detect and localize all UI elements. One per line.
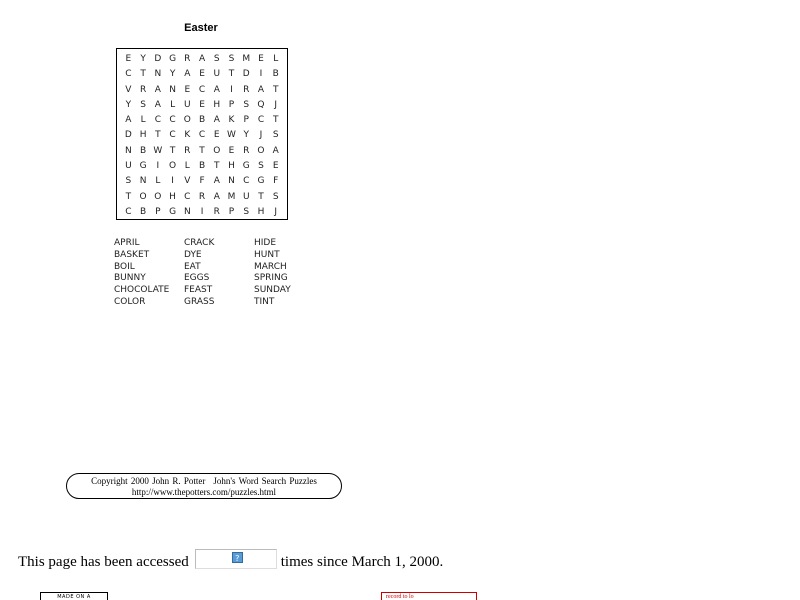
grid-letter: T: [214, 161, 220, 172]
grid-letter: S: [213, 54, 220, 64]
grid-letter: P: [228, 99, 235, 110]
grid-letter: N: [154, 69, 162, 80]
grid-letter: S: [243, 99, 250, 110]
hit-counter-image: [195, 549, 277, 569]
grid-letter: R: [243, 84, 250, 95]
word-list-item: TINT: [254, 296, 275, 307]
grid-letter: H: [139, 130, 147, 141]
word-list-item: COLOR: [114, 296, 146, 307]
grid-letter: C: [198, 130, 206, 141]
grid-letter: A: [198, 54, 206, 64]
grid-row: [121, 83, 283, 98]
grid-letter: B: [198, 115, 206, 126]
copyright-brand: John's Word Search Puzzles: [213, 476, 317, 486]
grid-letter: D: [124, 130, 132, 141]
grid-letter: P: [228, 206, 235, 217]
access-suffix-text: times since March 1, 2000.: [280, 553, 444, 570]
grid-letter: P: [243, 115, 249, 126]
broken-image-icon: ?: [232, 552, 243, 563]
word-list-item: EGGS: [184, 273, 210, 284]
grid-letter: O: [154, 191, 162, 202]
grid-letter: I: [171, 176, 174, 187]
word-list-item: APRIL: [114, 238, 140, 248]
grid-row: [121, 144, 283, 159]
grid-letter: D: [154, 54, 162, 64]
grid-letter: R: [213, 206, 220, 217]
grid-letter: A: [272, 145, 279, 156]
word-list-column: [254, 238, 324, 309]
access-prefix-text: This page has been accessed: [18, 553, 189, 570]
grid-letter: J: [274, 99, 278, 110]
word-list-item: DYE: [184, 249, 202, 260]
grid-row: [121, 205, 283, 220]
grid-letter: T: [272, 84, 279, 95]
grid-letter: F: [273, 176, 279, 187]
grid-letter: I: [200, 206, 204, 217]
grid-letter: N: [183, 206, 191, 217]
grid-letter: D: [242, 69, 250, 80]
grid-letter: U: [125, 161, 132, 172]
grid-letter: C: [125, 69, 132, 80]
grid-letter: A: [154, 84, 161, 95]
grid-letter: Y: [140, 54, 146, 64]
grid-letter: G: [257, 176, 265, 187]
copyright-notice: [66, 473, 342, 499]
grid-row: [121, 128, 283, 143]
grid-row: [121, 52, 283, 67]
word-list-item: GRASS: [184, 296, 215, 307]
grid-letter: F: [199, 176, 205, 187]
grid-letter: Y: [169, 69, 176, 80]
word-list-item: CRACK: [184, 238, 215, 248]
grid-letter: R: [243, 145, 250, 156]
grid-letter: R: [184, 145, 191, 156]
grid-letter: B: [140, 145, 147, 156]
grid-row: [121, 174, 283, 189]
puzzle-title: Easter: [184, 22, 218, 34]
grid-letter: S: [228, 54, 235, 64]
grid-letter: S: [272, 191, 279, 202]
grid-letter: C: [184, 191, 191, 202]
grid-letter: S: [272, 130, 279, 141]
grid-letter: E: [228, 145, 235, 156]
grid-letter: S: [125, 176, 132, 187]
grid-letter: T: [125, 191, 132, 202]
grid-letter: E: [184, 84, 191, 95]
grid-letter: V: [125, 84, 132, 95]
word-list-column: [184, 238, 254, 309]
access-counter-line: [18, 552, 443, 572]
grid-letter: A: [213, 84, 220, 95]
grid-letter: Q: [257, 99, 265, 110]
grid-letter: S: [258, 161, 264, 172]
word-list-column: [114, 238, 184, 309]
grid-letter: I: [156, 161, 160, 172]
grid-letter: H: [169, 191, 176, 202]
grid-letter: E: [213, 130, 220, 141]
grid-letter: T: [169, 145, 176, 156]
grid-letter: O: [213, 145, 221, 156]
grid-letter: L: [184, 161, 190, 172]
grid-letter: T: [199, 145, 205, 156]
grid-letter: O: [183, 115, 191, 126]
grid-letter: A: [213, 115, 220, 126]
grid-letter: A: [184, 69, 191, 80]
grid-letter: P: [155, 206, 161, 217]
grid-letter: J: [274, 206, 278, 217]
grid-letter: C: [169, 130, 176, 141]
word-list-item: EAT: [184, 261, 201, 272]
grid-letter: C: [169, 115, 176, 126]
grid-letter: Y: [243, 130, 249, 141]
grid-letter: E: [199, 69, 205, 80]
grid-letter: A: [213, 191, 220, 202]
grid-letter: I: [230, 84, 233, 95]
grid-letter: L: [170, 99, 176, 110]
grid-letter: C: [154, 115, 161, 126]
grid-letter: I: [259, 69, 263, 80]
grid-letter: Y: [125, 99, 132, 110]
word-list-item: BOIL: [114, 261, 135, 272]
grid-letter: N: [169, 84, 176, 95]
grid-letter: R: [139, 84, 147, 95]
grid-row: [121, 98, 283, 113]
grid-letter: T: [258, 191, 264, 202]
word-list-item: FEAST: [184, 285, 213, 296]
word-list-item: BUNNY: [114, 273, 146, 284]
grid-row: [121, 190, 283, 205]
grid-letter: J: [259, 130, 263, 141]
grid-letter: O: [257, 145, 265, 156]
grid-letter: L: [155, 176, 161, 187]
grid-letter: N: [139, 176, 147, 187]
word-list-item: BASKET: [114, 249, 150, 260]
grid-letter: L: [140, 115, 146, 126]
word-search-grid: [116, 48, 288, 220]
grid-letter: G: [242, 161, 250, 172]
grid-letter: U: [242, 191, 250, 202]
grid-letter: T: [140, 69, 146, 80]
grid-letter: A: [257, 84, 265, 95]
word-list-item: HIDE: [254, 238, 277, 248]
grid-letter: R: [198, 191, 206, 202]
grid-letter: N: [125, 145, 132, 156]
grid-letter: E: [199, 99, 205, 110]
grid-row: [121, 67, 283, 82]
record-badge-link[interactable]: record to lo: [381, 592, 477, 600]
grid-row: [121, 159, 283, 174]
grid-letter: H: [213, 99, 221, 110]
grid-letter: W: [153, 145, 163, 156]
grid-letter: O: [169, 161, 177, 172]
made-on-badge-link[interactable]: MADE ON A: [40, 592, 108, 600]
grid-letter: K: [228, 115, 235, 126]
grid-letter: B: [272, 69, 279, 80]
grid-letter: M: [242, 54, 251, 64]
copyright-url-link[interactable]: http://www.thepotters.com/puzzles.html: [131, 487, 277, 497]
grid-letter: A: [125, 115, 132, 126]
grid-letter: G: [169, 54, 177, 64]
grid-letter: U: [184, 99, 191, 110]
grid-letter: A: [154, 99, 161, 110]
grid-letter: C: [125, 206, 132, 217]
grid-letter: L: [273, 54, 279, 64]
word-list-item: CHOCOLATE: [114, 285, 170, 296]
copyright-text: Copyright 2000 John R. Potter: [91, 476, 206, 486]
grid-letter: T: [272, 115, 279, 126]
grid-row: [121, 113, 283, 128]
grid-letter: G: [139, 161, 147, 172]
grid-letter: N: [228, 176, 235, 187]
grid-letter: V: [184, 176, 191, 187]
word-list-item: HUNT: [254, 249, 280, 260]
word-list: [114, 238, 324, 309]
grid-letter: B: [140, 206, 147, 217]
grid-letter: C: [198, 84, 206, 95]
grid-letter: S: [140, 99, 146, 110]
grid-letter: E: [125, 54, 132, 64]
grid-letter: K: [184, 130, 191, 141]
grid-letter: S: [243, 206, 250, 217]
grid-letter: C: [257, 115, 265, 126]
grid-letter: M: [227, 191, 236, 202]
grid-letter: U: [213, 69, 221, 80]
grid-letter: B: [198, 161, 206, 172]
grid-letter: R: [184, 54, 191, 64]
grid-letter: C: [243, 176, 250, 187]
word-list-item: SPRING: [254, 273, 288, 284]
grid-letter: H: [228, 161, 235, 172]
word-list-item: MARCH: [254, 261, 287, 272]
grid-letter: T: [155, 130, 161, 141]
grid-letter: T: [228, 69, 235, 80]
grid-letter: G: [169, 206, 177, 217]
grid-letter: E: [272, 161, 279, 172]
grid-letter: E: [258, 54, 264, 64]
grid-letter: W: [227, 130, 236, 141]
word-list-item: SUNDAY: [254, 285, 291, 296]
grid-letter: A: [213, 176, 220, 187]
grid-letter: H: [257, 206, 265, 217]
grid-letter: O: [139, 191, 147, 202]
